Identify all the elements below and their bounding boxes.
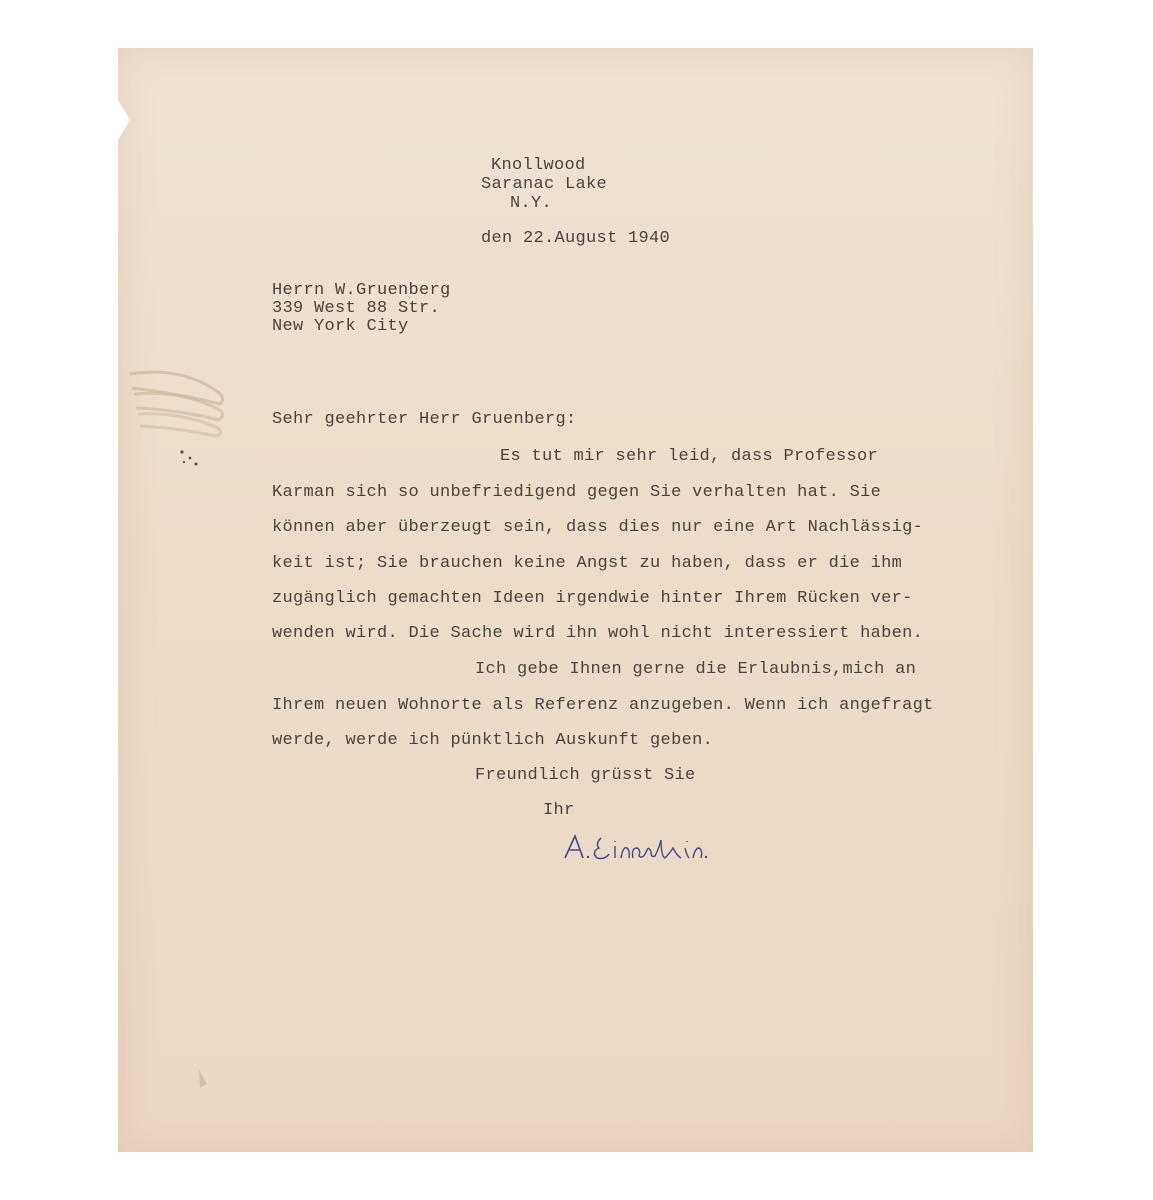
body-line: zugänglich gemachten Ideen irgendwie hinter Ihrem Rücken ver- (272, 589, 913, 608)
closing-line: Ihr (543, 801, 575, 820)
body-line: können aber überzeugt sein, dass dies nur eine Art Nachlässig- (272, 518, 924, 537)
body-line: Karman sich so unbefriedigend gegen Sie verhalten hat. Sie (272, 483, 882, 502)
body-line: werde, werde ich pünktlich Auskunft geben. (272, 731, 714, 750)
closing-line: Freundlich grüsst Sie (475, 766, 696, 785)
recipient-street: 339 West 88 Str. (272, 299, 441, 318)
body-line: Ihrem neuen Wohnorte als Referenz anzugeben. Wenn ich angefragt (272, 696, 934, 715)
letterhead-line-2: Saranac Lake (481, 175, 608, 194)
body-line: Es tut mir sehr leid, dass Professor (500, 447, 879, 466)
letterhead-line-3: N.Y. (510, 194, 553, 213)
salutation: Sehr geehrter Herr Gruenberg: (272, 410, 577, 429)
body-line: Ich gebe Ihnen gerne die Erlaubnis,mich an (475, 660, 917, 679)
letter-date: den 22.August 1940 (481, 229, 671, 248)
body-line: keit ist; Sie brauchen keine Angst zu haben, dass er die ihm (272, 554, 903, 573)
recipient-name: Herrn W.Gruenberg (272, 281, 451, 300)
recipient-city: New York City (272, 317, 409, 336)
paper-notch (118, 100, 130, 140)
paperclip-stain (122, 364, 232, 444)
handwritten-signature (561, 830, 711, 871)
signature-scribble (561, 830, 711, 866)
body-line: wenden wird. Die Sache wird ihn wohl nicht interessiert haben. (272, 624, 924, 643)
ink-dots (176, 448, 206, 472)
paper-mark (196, 1068, 210, 1090)
letterhead-line-1: Knollwood (491, 156, 586, 175)
